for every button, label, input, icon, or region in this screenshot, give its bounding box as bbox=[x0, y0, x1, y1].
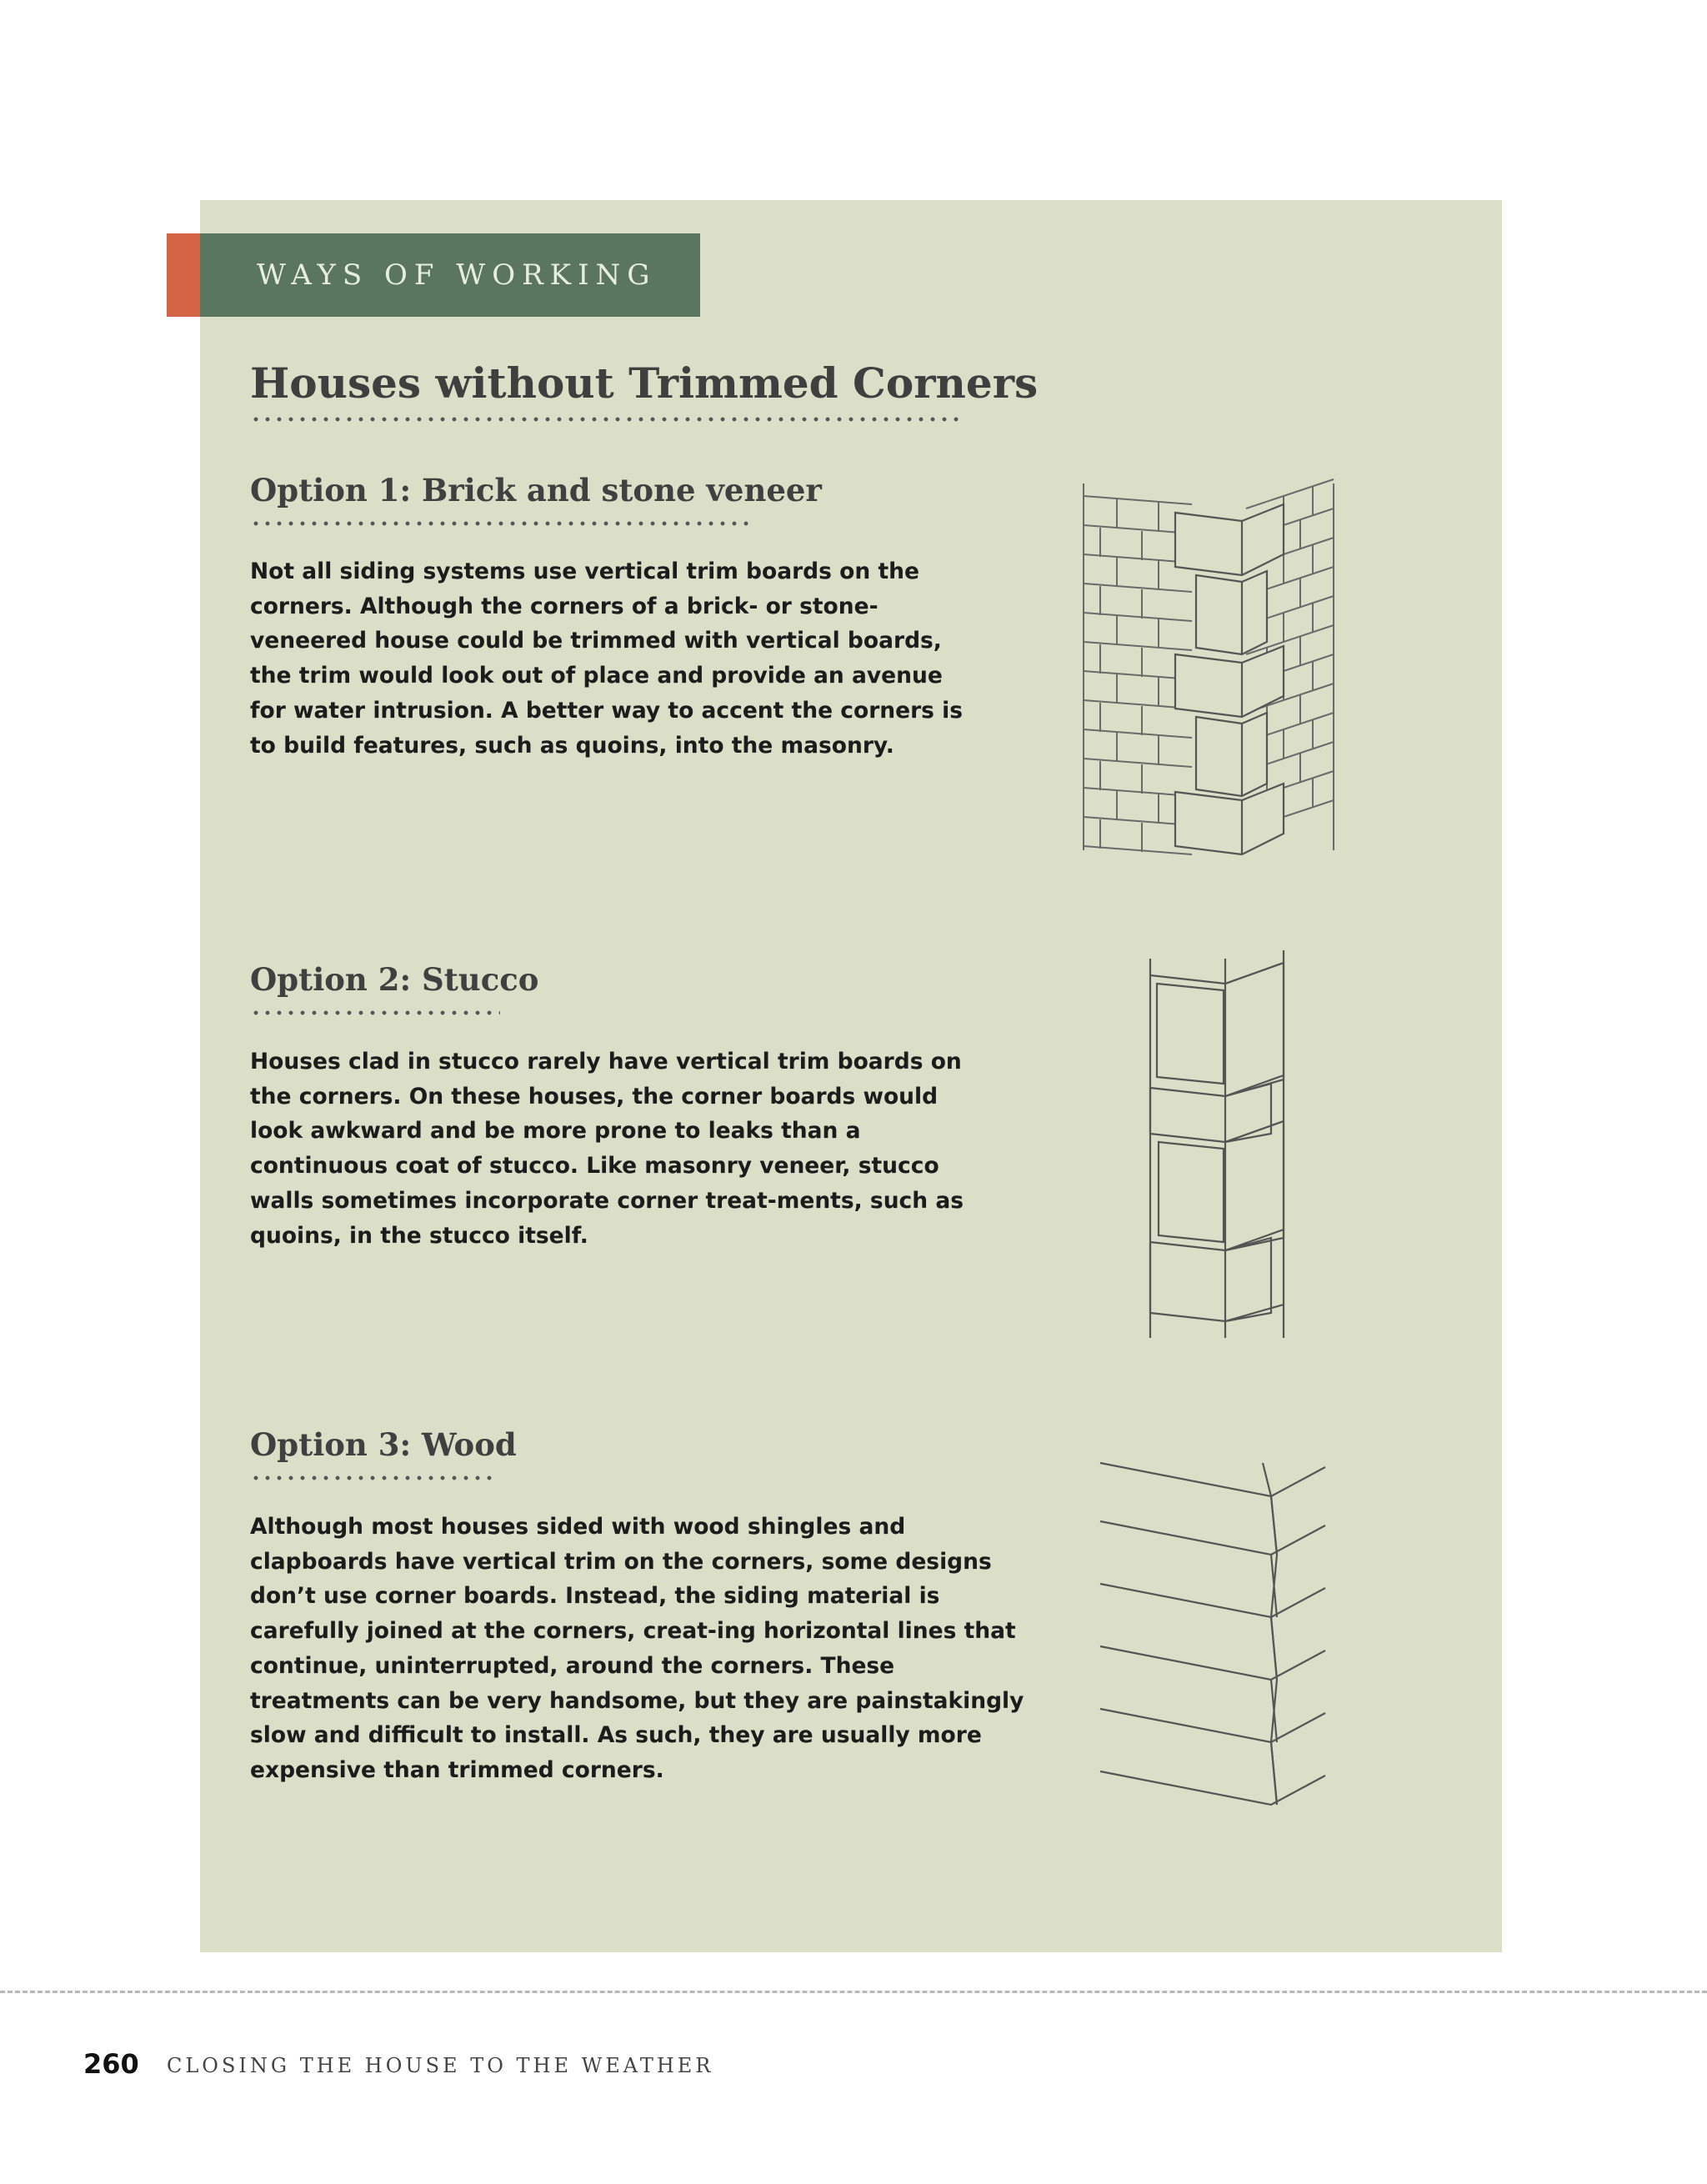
title-dotted-rule bbox=[250, 417, 964, 422]
option-3-heading: Option 3: Wood bbox=[250, 1426, 517, 1463]
option-1-dotted-rule bbox=[250, 521, 753, 526]
footer-dashed-rule bbox=[0, 1991, 1707, 1993]
running-head: CLOSING THE HOUSE TO THE WEATHER bbox=[167, 2054, 714, 2077]
option-3-dotted-rule bbox=[250, 1475, 492, 1480]
quoin-stones bbox=[1175, 504, 1284, 854]
option-2-dotted-rule bbox=[250, 1010, 500, 1015]
stucco-corner-quoins-illustration bbox=[1134, 946, 1317, 1346]
brick-corner-quoins-illustration bbox=[1067, 475, 1350, 867]
option-1-text: Not all siding systems use vertical trim boards on the corners. Although the corners of a brick- or stone-veneered house could be trimmed with vertical boards, the trim would look out of place and provide an avenue for water intrusion. A better way to accent the corners is to build features, such as quoins, into the masonry. bbox=[250, 559, 964, 759]
wood-clapboard-corner-illustration bbox=[1084, 1446, 1350, 1830]
option-2-text: Houses clad in stucco rarely have vertical trim boards on the corners. On these houses, the corner boards would look awkward and be more prone to leaks than a continuous coat of stucco. Like masonry veneer, stucco walls sometimes incorporate corner treat-ments, such as quoins, in the stucco itself. bbox=[250, 1049, 964, 1249]
option-3-text: Although most houses sided with wood shingles and clapboards have vertical trim on the corners, some designs don’t use corner boards. Instead, the siding material is carefully joined at the corners, creat-ing horizontal lines that continue, uninterrupted, around the corners. These treatments can be very handsome, but they are painstakingly slow and difficult to install. As such, they are usually more expensive than trimmed corners. bbox=[250, 1514, 1024, 1783]
page-number: 260 bbox=[83, 2048, 139, 2080]
sidebar-title: Houses without Trimmed Corners bbox=[250, 358, 1039, 408]
tag-accent-bar bbox=[167, 233, 202, 317]
option-2-heading: Option 2: Stucco bbox=[250, 961, 539, 998]
option-1-heading: Option 1: Brick and stone veneer bbox=[250, 472, 822, 508]
section-tag: WAYS OF WORKING bbox=[200, 233, 700, 317]
